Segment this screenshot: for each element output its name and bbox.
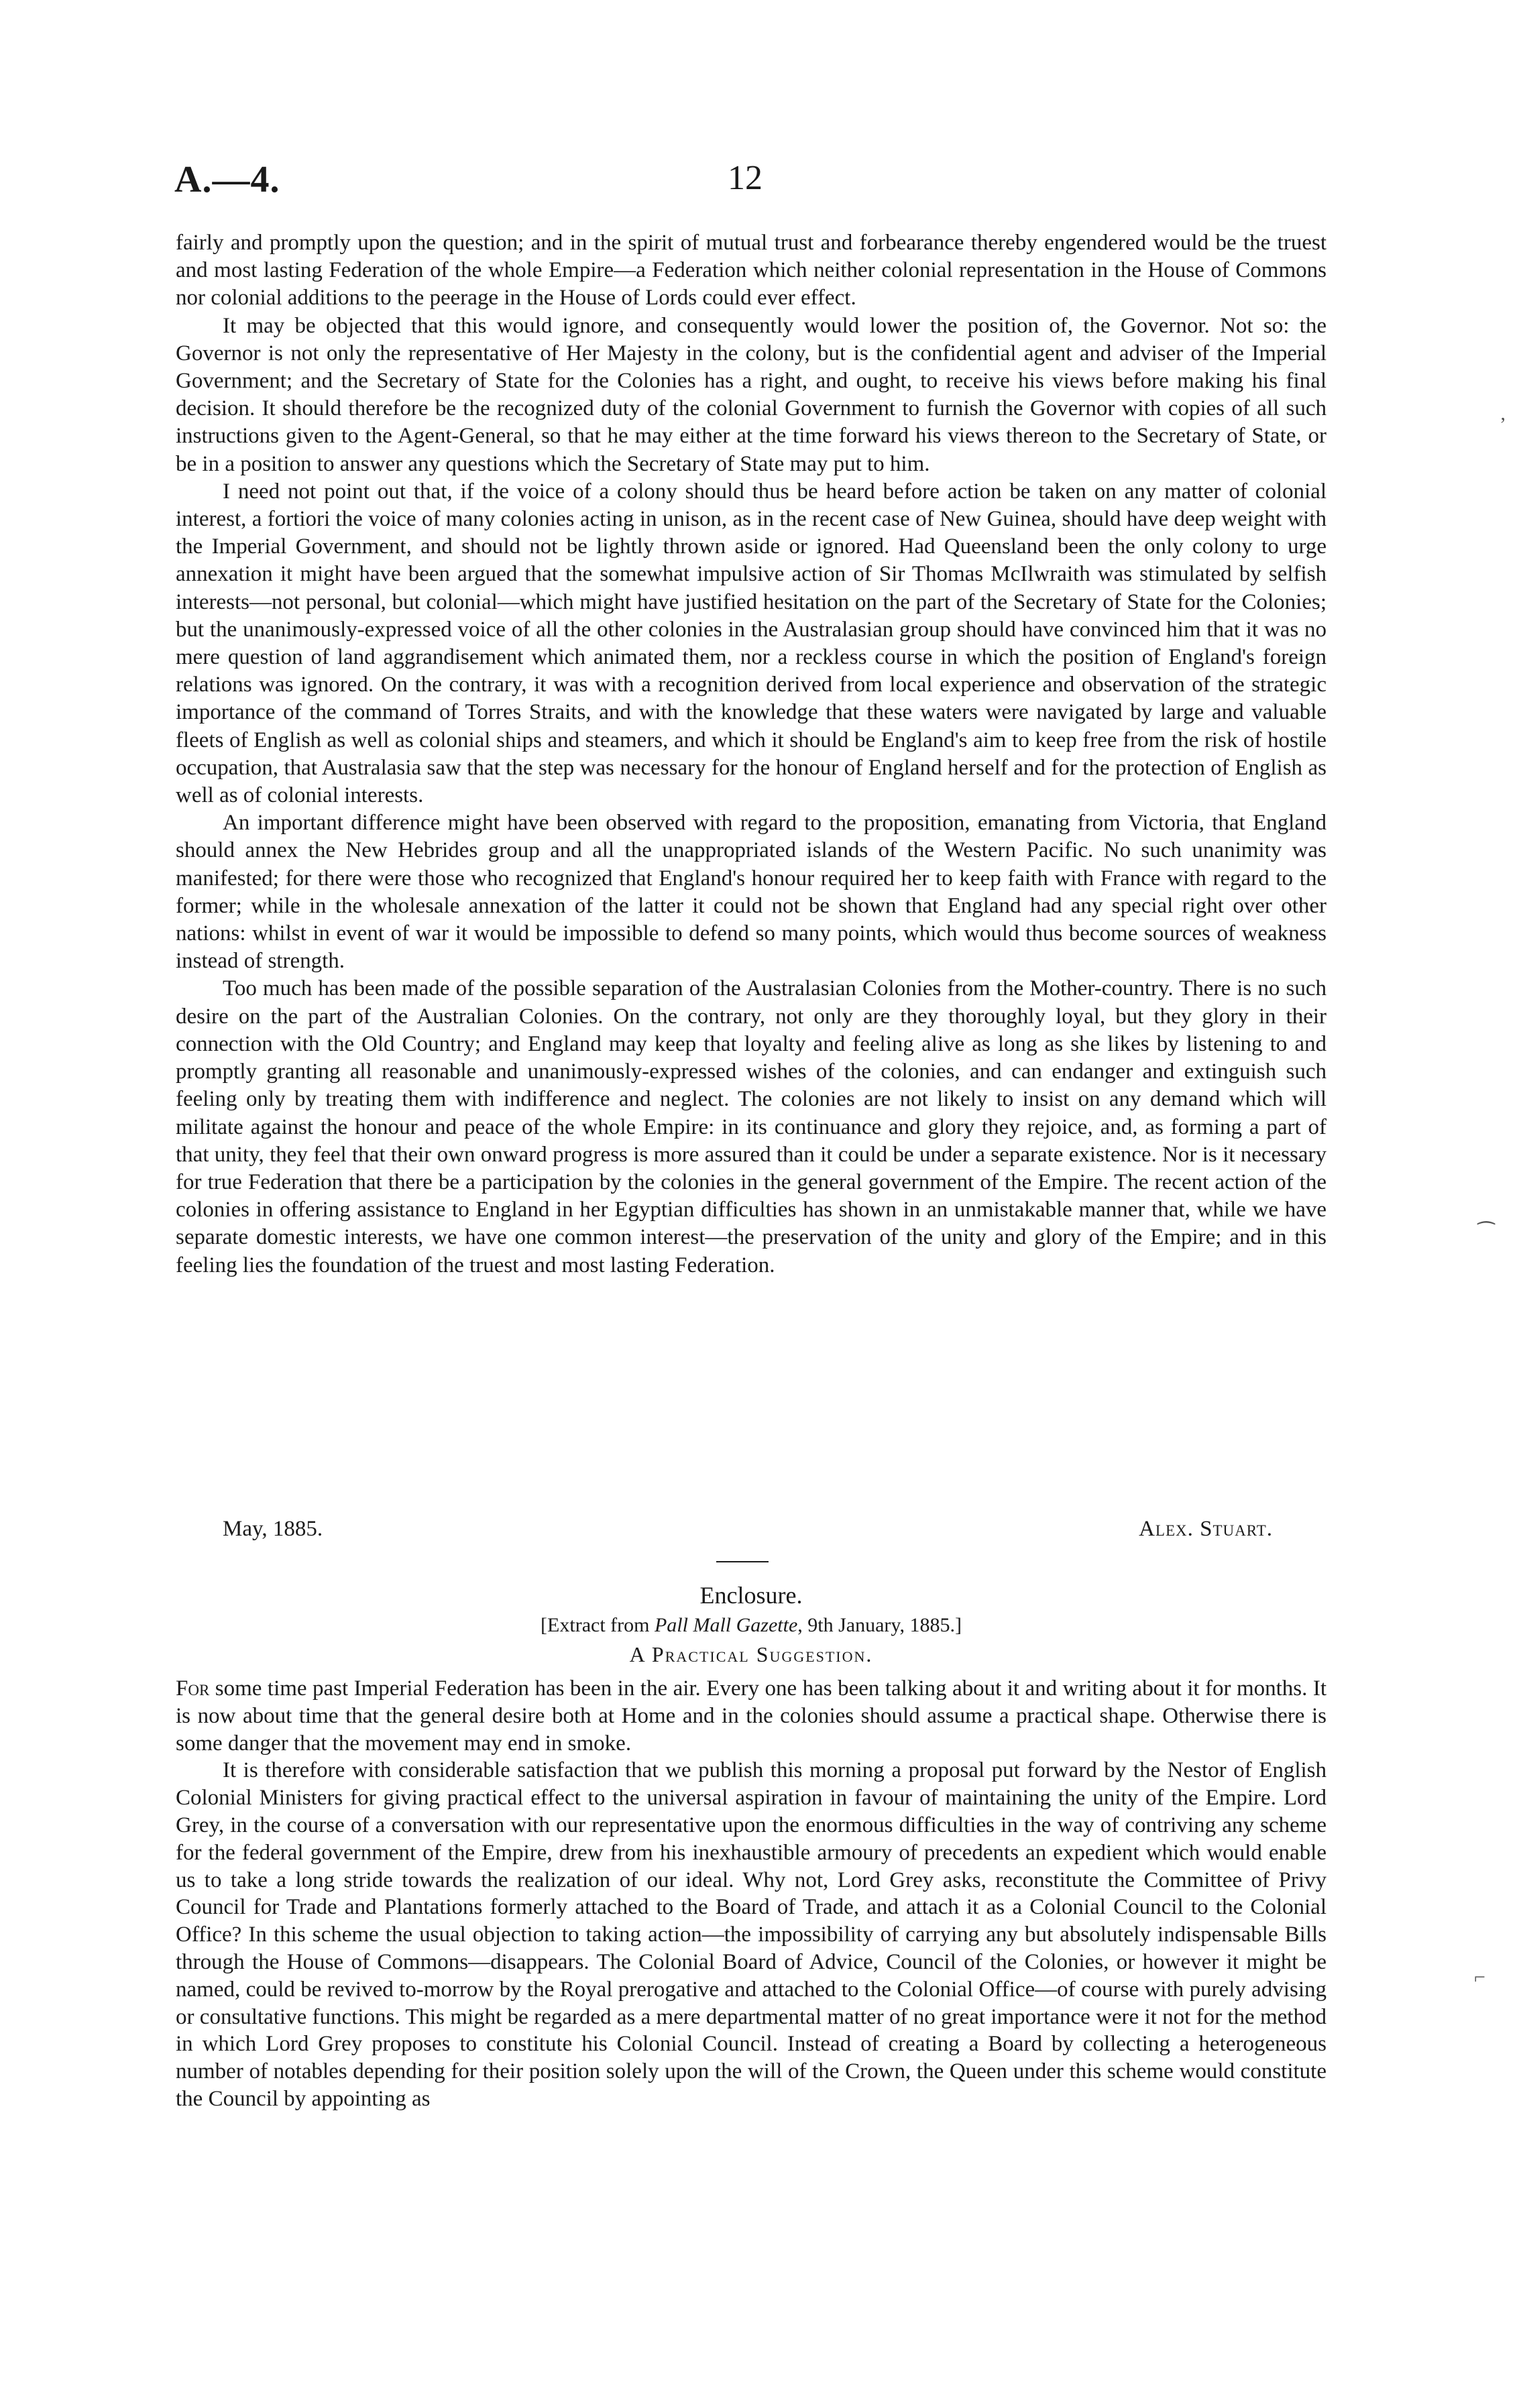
margin-mark: ⌐ <box>1474 1966 1485 1988</box>
enclosure-paragraph: It is therefore with considerable satisfaction that we publish this morning a proposal put forward by the Nestor of English Colonial Ministers for giving practical effect to the universal aspiration in favour of maintaining the unity of the Empire. Lord Grey, in the course of a conversation with our representative upon the enormous difficulties in the way of contriving any scheme for the federal government of the Empire, drew from his inexhaustible armoury of precedents an expedient which would enable us to take a long stride towards the realization of our ideal. Why not, Lord Grey asks, reconstitute the Committee of Privy Council for Trade and Plantations formerly attached to the Board of Trade, and attach it as a Colonial Council to the Colonial Office? In this scheme the usual objection to taking action—the impossibility of carrying any but absolutely indispensable Bills through the House of Commons—disappears. The Colonial Board of Advice, Council of the Colonies, or however it might be named, could be revived to-morrow by the Royal prerogative and attached to the Colonial Office—of course with purely advising or consultative functions. This might be regarded as a mere departmental matter of no great importance were it not for the method in which Lord Grey proposes to constitute his Colonial Council. Instead of creating a Board by collecting a heterogeneous number of notables depending for their position solely upon the will of the Crown, the Queen under this scheme would constitute the Council by appointing as <box>176 1758 1327 2111</box>
letter-body <box>176 229 1327 1279</box>
lead-word: For <box>176 1676 210 1701</box>
letter-paragraph: Too much has been made of the possible separation of the Australasian Colonies from the Mother-country. There is no such desire on the part of the Australian Colonies. On the contrary, not only are they thoroughly loyal, but they glory in their connection with the Old Country; and England may keep that loyalty and feeling alive as long as she likes by listening to and promptly granting all reasonable and unanimously-expressed wishes of the colonies, and can endanger and extinguish such feeling only by treating them with indifference and neglect. The colonies are not likely to insist on any demand which will militate against the honour and peace of the whole Empire: in its continuance and glory they rejoice, and, as forming a part of that unity, they feel that their own onward progress is more assured than it could be under a separate existence. Nor is it necessary for true Federation that there be a participation by the colonies in the general government of the Empire. The recent action of the colonies in offering assistance to England in her Egyptian difficulties has shown in an unmistakable manner that, while we have separate domestic interests, we have one common interest—the preservation of the unity and glory of the Empire; and in this feeling lies the foundation of the truest and most lasting Federation. <box>176 976 1327 1277</box>
page-header <box>174 158 1335 212</box>
extract-source: Pall Mall Gazette <box>654 1614 798 1636</box>
signature-row <box>176 1517 1327 1545</box>
paragraph-rest: some time past Imperial Federation has been in the air. Every one has been talking about it and writing about it for months. It is now about time that the general desire both at Home and in the colonies should assume a practical shape. Otherwise there is some danger that the movement may end in smoke. <box>176 1676 1327 1756</box>
article-title: A Practical Suggestion. <box>629 1642 873 1666</box>
section-divider <box>716 1561 769 1562</box>
letter-paragraph: An important difference might have been observed with regard to the proposition, emanating from Victoria, that England should annex the New Hebrides group and all the unappropriated islands of the Western Pacific. No such unanimity was manifested; for there were those who recognized that England's honour required her to keep faith with France with regard to the former; while in the wholesale annexation of the latter it could not be shown that England had any special right over other nations: whilst in event of war it would be impossible to defend so many points, which would thus become sources of weakness instead of strength. <box>176 811 1327 974</box>
extract-suffix: , 9th January, 1885.] <box>797 1614 962 1636</box>
page-number: 12 <box>728 159 763 197</box>
enclosure-paragraph <box>176 1675 1327 1757</box>
letter-author: Alex. Stuart. <box>1139 1517 1273 1541</box>
letter-date: May, 1885. <box>223 1517 323 1541</box>
margin-mark: ‚ <box>1500 402 1506 424</box>
extract-prefix: [Extract from <box>541 1614 655 1636</box>
margin-mark: ⁀ <box>1478 1222 1495 1245</box>
section-label: A.—4. <box>174 159 280 200</box>
letter-paragraph: fairly and promptly upon the question; and in the spirit of mutual trust and forbearance thereby engendered would be the truest and most lasting Federation of the whole Empire—a Federation which neither colonial representation in the House of Commons nor colonial additions to the peerage in the House of Lords could ever effect. <box>176 231 1327 310</box>
letter-paragraph: It may be objected that this would ignore, and consequently would lower the position of, the Governor. Not so: the Governor is not only the representative of Her Majesty in the colony, but is the confidential agent and adviser of the Imperial Government; and the Secretary of State for the Colonies has a right, and ought, to receive his views before making his final decision. It should therefore be the recognized duty of the colonial Government to furnish the Governor with copies of all such instructions given to the Agent-General, so that he may either at the time forward his views thereon to the Secretary of State, or be in a position to answer any questions which the Secretary of State may put to him. <box>176 313 1327 476</box>
extract-source-line <box>176 1614 1327 1637</box>
letter-paragraph: I need not point out that, if the voice of a colony should thus be heard before action be taken on any matter of colonial interest, a fortiori the voice of many colonies acting in unison, as in the recent case of New Guinea, should have deep weight with the Imperial Government, and should not be lightly thrown aside or ignored. Had Queensland been the only colony to urge annexation it might have been argued that the somewhat impulsive action of Sir Thomas McIlwraith was stimulated by selfish interests—not personal, but colonial—which might have justified hesitation on the part of the Secretary of State for the Colonies; but the unanimously-expressed voice of all the other colonies in the Australasian group should have convinced him that it was no mere question of land aggrandisement which animated them, nor a reckless course in which the position of England's foreign relations was ignored. On the contrary, it was with a recognition derived from local experience and observation of the strategic importance of the command of Torres Straits, and with the knowledge that these waters were navigated by large and valuable fleets of English as well as colonial ships and steamers, and which it should be England's aim to keep free from the risk of hostile occupation, that Australasia saw that the step was necessary for the honour of England herself and for the protection of English as well as of colonial interests. <box>176 479 1327 808</box>
enclosure-body <box>176 1675 1327 2113</box>
enclosure-title: Enclosure. <box>699 1582 803 1609</box>
